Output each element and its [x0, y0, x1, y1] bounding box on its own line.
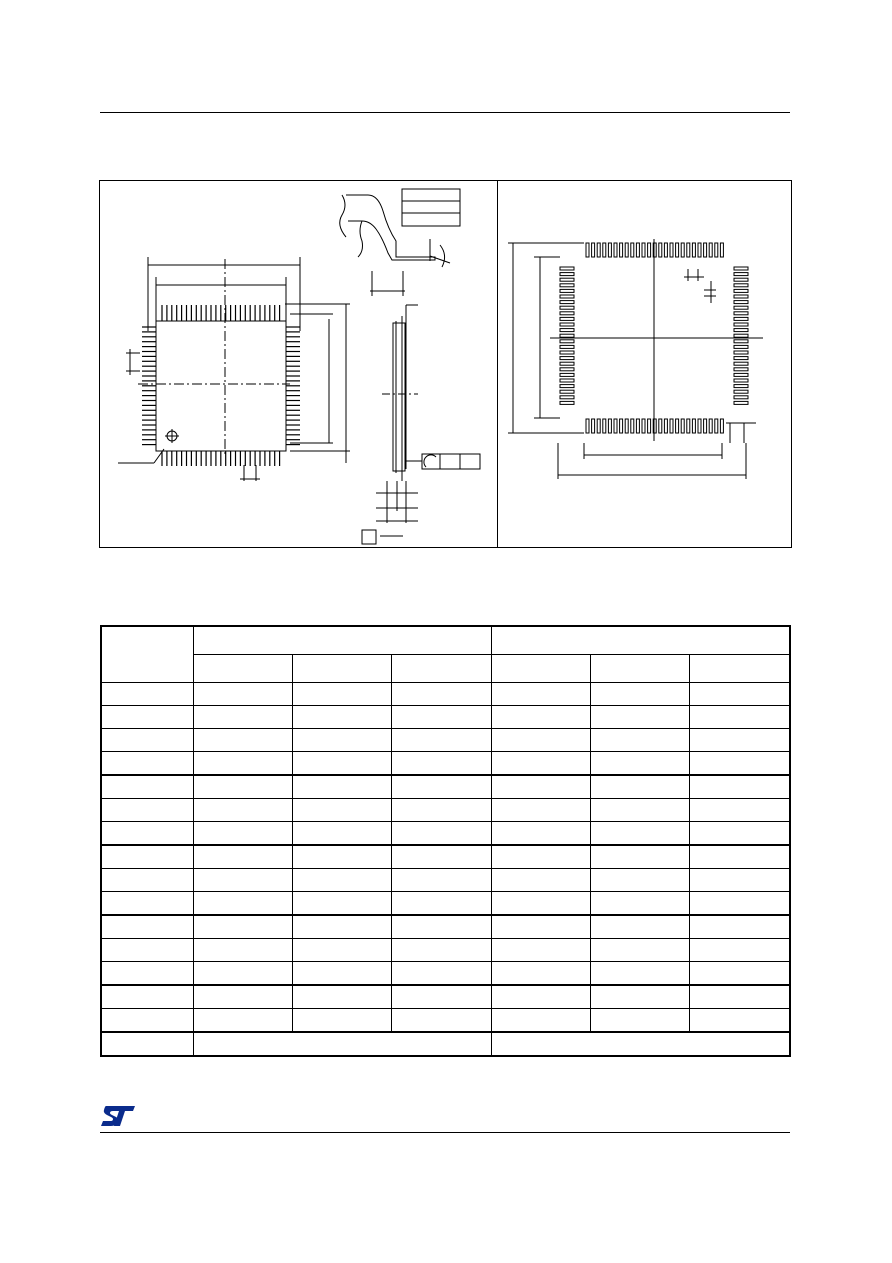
pad [636, 419, 639, 433]
pad [734, 401, 748, 404]
pad [664, 419, 667, 433]
table-cell [193, 915, 292, 939]
table-cell [193, 845, 292, 869]
pad [687, 243, 690, 257]
table-cell [491, 869, 590, 892]
pad [560, 351, 574, 354]
table-cell [689, 729, 790, 752]
table-row [101, 752, 790, 776]
pad [614, 419, 617, 433]
pad [560, 401, 574, 404]
pad [560, 329, 574, 332]
pad [704, 419, 707, 433]
pad [715, 243, 718, 257]
pad [560, 357, 574, 360]
table-cell [689, 962, 790, 986]
pad [692, 243, 695, 257]
table-cell [590, 706, 689, 729]
pad [560, 362, 574, 365]
table-cell [292, 939, 391, 962]
pad [560, 289, 574, 292]
table-cell [193, 752, 292, 776]
table-cell [491, 822, 590, 846]
pad [734, 267, 748, 270]
pad [592, 243, 595, 257]
table-cell [391, 985, 491, 1009]
table-row [101, 845, 790, 869]
table-cell [689, 683, 790, 706]
table-cell [491, 775, 590, 799]
table-cell [292, 729, 391, 752]
table-cell [193, 869, 292, 892]
table-row [101, 729, 790, 752]
table-cell [292, 845, 391, 869]
mm-group-header [193, 626, 491, 655]
table-cell [193, 775, 292, 799]
table-row [101, 1009, 790, 1033]
pad [560, 301, 574, 304]
pad [625, 419, 628, 433]
pad [734, 362, 748, 365]
table-cell [292, 869, 391, 892]
pad [560, 390, 574, 393]
table-cell [590, 915, 689, 939]
pad [734, 329, 748, 332]
table-cell [101, 869, 193, 892]
table-cell [689, 1009, 790, 1033]
pad [620, 243, 623, 257]
pad [560, 306, 574, 309]
table-cell [101, 939, 193, 962]
table-cell [689, 845, 790, 869]
table-cell [590, 845, 689, 869]
pad [734, 323, 748, 326]
table-row [101, 869, 790, 892]
in-min-header [491, 655, 590, 683]
table-cell [101, 729, 193, 752]
table-cell [193, 799, 292, 822]
pad [720, 419, 723, 433]
pad [648, 243, 651, 257]
pad [734, 301, 748, 304]
table-cell [391, 729, 491, 752]
table-row [101, 915, 790, 939]
pad [681, 419, 684, 433]
table-cell [391, 775, 491, 799]
table-cell [590, 775, 689, 799]
mm-typ-header [292, 655, 391, 683]
table-cell [193, 892, 292, 916]
table-cell [491, 799, 590, 822]
pad [734, 289, 748, 292]
pad [560, 267, 574, 270]
pad [676, 419, 679, 433]
in-typ-header [590, 655, 689, 683]
table-cell [391, 962, 491, 986]
table-cell [101, 915, 193, 939]
table-cell [101, 962, 193, 986]
pad [734, 345, 748, 348]
table-cell [391, 1009, 491, 1033]
table-cell [689, 822, 790, 846]
pad [560, 273, 574, 276]
table-cell [689, 799, 790, 822]
pad [670, 243, 673, 257]
pad [631, 243, 634, 257]
table-cell [391, 706, 491, 729]
table-cell [590, 962, 689, 986]
table-cell [292, 892, 391, 916]
pad [734, 312, 748, 315]
pad [734, 379, 748, 382]
mm-max-header [391, 655, 491, 683]
pad [586, 419, 589, 433]
table-cell [193, 822, 292, 846]
pad [560, 340, 574, 343]
pad [709, 243, 712, 257]
table-cell [193, 729, 292, 752]
pad [720, 243, 723, 257]
table-cell [101, 799, 193, 822]
pad [603, 243, 606, 257]
table-cell [101, 683, 193, 706]
table-cell [292, 1009, 391, 1033]
pad [560, 317, 574, 320]
table-row [101, 775, 790, 799]
table-row [101, 985, 790, 1009]
table-cell [391, 939, 491, 962]
table-cell [689, 706, 790, 729]
pad [734, 368, 748, 371]
table-cell [193, 939, 292, 962]
pad [560, 278, 574, 281]
table-cell [491, 845, 590, 869]
table-cell [491, 985, 590, 1009]
table-cell [101, 892, 193, 916]
header-rule [100, 112, 790, 113]
table-cell [590, 822, 689, 846]
pad [676, 243, 679, 257]
table-cell [590, 892, 689, 916]
pad [603, 419, 606, 433]
pad [698, 419, 701, 433]
table-cell [193, 962, 292, 986]
table-cell [590, 869, 689, 892]
pad [560, 312, 574, 315]
pad [734, 334, 748, 337]
pad [597, 419, 600, 433]
table-cell [689, 869, 790, 892]
pad [704, 243, 707, 257]
table-cell [590, 985, 689, 1009]
table-cell [689, 892, 790, 916]
pad [698, 243, 701, 257]
pad [642, 243, 645, 257]
pad [681, 243, 684, 257]
table-cell [391, 869, 491, 892]
st-logo [100, 1104, 136, 1128]
pad [648, 419, 651, 433]
pad [734, 295, 748, 298]
table-cell [292, 799, 391, 822]
pad [636, 243, 639, 257]
dimensions-table [100, 625, 789, 1057]
pad [560, 368, 574, 371]
table-cell [491, 1032, 790, 1056]
table-cell [101, 985, 193, 1009]
pad [608, 419, 611, 433]
pad [734, 284, 748, 287]
pad [560, 295, 574, 298]
pad [625, 243, 628, 257]
table-cell [391, 822, 491, 846]
pad [608, 243, 611, 257]
pad [687, 419, 690, 433]
table-cell [491, 729, 590, 752]
pad [692, 419, 695, 433]
pad [734, 340, 748, 343]
table-cell [590, 729, 689, 752]
table-cell [391, 915, 491, 939]
table-cell [193, 683, 292, 706]
pad [560, 284, 574, 287]
table-cell [292, 706, 391, 729]
pad [560, 385, 574, 388]
table-cell [590, 799, 689, 822]
table-cell [491, 706, 590, 729]
table-cell [391, 845, 491, 869]
table-cell [689, 775, 790, 799]
table-cell [193, 985, 292, 1009]
pad [586, 243, 589, 257]
pad [734, 273, 748, 276]
pad [560, 379, 574, 382]
table-cell [101, 845, 193, 869]
package-outline-drawing [100, 181, 497, 547]
dim-header [101, 626, 193, 683]
table-cell [193, 1032, 491, 1056]
pad [670, 419, 673, 433]
pad [715, 419, 718, 433]
table-cell [193, 706, 292, 729]
pad [597, 243, 600, 257]
pad [642, 419, 645, 433]
pad [734, 396, 748, 399]
pad [631, 419, 634, 433]
table-cell [101, 752, 193, 776]
pad [734, 373, 748, 376]
pad [734, 385, 748, 388]
table-cell [491, 1009, 590, 1033]
in-max-header [689, 655, 790, 683]
table-row [101, 706, 790, 729]
table-cell [101, 1032, 193, 1056]
pad [659, 243, 662, 257]
pad [614, 243, 617, 257]
table-row [101, 939, 790, 962]
table-cell [292, 985, 391, 1009]
pad [620, 419, 623, 433]
table-cell [101, 822, 193, 846]
table-cell [292, 962, 391, 986]
table-row [101, 822, 790, 846]
table-cell [101, 1009, 193, 1033]
table-cell [689, 939, 790, 962]
table-cell [391, 683, 491, 706]
inches-group-header [491, 626, 790, 655]
package-figure [99, 180, 792, 548]
pad [560, 373, 574, 376]
pad [734, 278, 748, 281]
table-row [101, 892, 790, 916]
table-cell [292, 822, 391, 846]
pad [709, 419, 712, 433]
table-row [101, 799, 790, 822]
table-cell [590, 939, 689, 962]
table-cell [491, 683, 590, 706]
footprint-drawing [498, 181, 791, 547]
pad [734, 357, 748, 360]
table-cell [491, 962, 590, 986]
mm-min-header [193, 655, 292, 683]
table-cell [101, 775, 193, 799]
table-cell [391, 799, 491, 822]
table-cell [689, 752, 790, 776]
table-cell [491, 892, 590, 916]
pad [560, 334, 574, 337]
table-row [101, 962, 790, 986]
table-cell [292, 683, 391, 706]
table-cell [193, 1009, 292, 1033]
pad [560, 396, 574, 399]
table-row [101, 683, 790, 706]
table-cell [590, 1009, 689, 1033]
table-cell [590, 752, 689, 776]
pad [560, 345, 574, 348]
pad [734, 317, 748, 320]
pad [592, 419, 595, 433]
table-cell [689, 915, 790, 939]
pad [734, 306, 748, 309]
table-cell [292, 775, 391, 799]
table-cell [689, 985, 790, 1009]
table-row [101, 1032, 790, 1056]
table-cell [491, 752, 590, 776]
pad [734, 351, 748, 354]
table-cell [292, 915, 391, 939]
pad [659, 419, 662, 433]
table-cell [590, 683, 689, 706]
footer-rule [100, 1132, 790, 1133]
table-cell [101, 706, 193, 729]
table-cell [491, 915, 590, 939]
table-cell [391, 752, 491, 776]
pad [560, 323, 574, 326]
table-cell [491, 939, 590, 962]
table-cell [391, 892, 491, 916]
pad [734, 390, 748, 393]
pad [664, 243, 667, 257]
table-cell [292, 752, 391, 776]
